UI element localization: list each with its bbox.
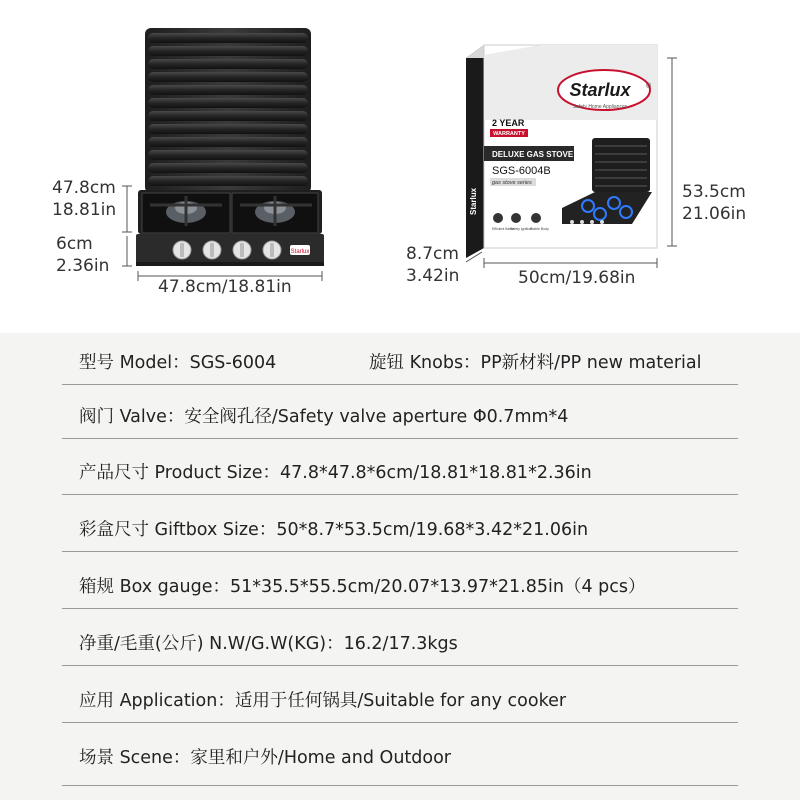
spec-product-size: 产品尺寸 Product Size：47.8*47.8*6cm/18.81*18.81*2.36in — [79, 463, 592, 483]
spec-valve: 阀门 Valve：安全阀孔径/Safety valve aperture Φ0.7mm*4 — [79, 407, 569, 427]
spec-row-scene — [62, 722, 738, 786]
box-feature-flame: Efficient flame — [492, 227, 514, 231]
box-side-brand: Starlux — [469, 187, 478, 215]
spec-row-weight — [62, 608, 738, 666]
product-images-panel — [0, 0, 800, 333]
box-height-in: 21.06in — [682, 204, 747, 224]
box-width-label: 50cm/19.68in — [518, 268, 636, 288]
giftbox-image — [0, 0, 800, 333]
box-series: gas stove series — [492, 180, 532, 186]
spec-row-valve — [62, 384, 738, 439]
box-product-name: DELUXE GAS STOVE — [492, 150, 574, 159]
box-brand-logo: Starlux — [569, 80, 631, 100]
spec-row-application — [62, 665, 738, 723]
spec-row-giftbox-size — [62, 494, 738, 552]
spec-model: 型号 Model：SGS-6004 — [79, 353, 277, 373]
box-depth-label — [406, 243, 459, 287]
stove-height-in: 2.36in — [56, 256, 110, 276]
box-depth-in: 3.42in — [406, 266, 460, 286]
spec-panel — [0, 333, 800, 800]
box-brand-registered: ® — [646, 83, 652, 90]
box-model: SGS-6004B — [492, 165, 551, 177]
box-feature-stable: Stable Body — [530, 227, 549, 231]
knob-panel-badge: Starlux — [290, 249, 310, 255]
stove-width-label: 47.8cm/18.81in — [158, 277, 292, 297]
box-depth-cm: 8.7cm — [406, 244, 459, 264]
spec-box-gauge: 箱规 Box gauge：51*35.5*55.5cm/20.07*13.97*21.85in（4 pcs） — [79, 577, 646, 597]
box-feature-ignition: Safety ignition — [510, 227, 532, 231]
stove-depth-in: 18.81in — [52, 200, 117, 220]
spec-row-box-gauge — [62, 551, 738, 609]
box-brand-tagline: Safety Home Appliances — [572, 104, 628, 110]
box-height-cm: 53.5cm — [682, 182, 746, 202]
box-warranty-years: 2 YEAR — [492, 118, 525, 128]
stove-depth-label — [52, 177, 116, 221]
spec-giftbox-size: 彩盒尺寸 Giftbox Size：50*8.7*53.5cm/19.68*3.42*21.06in — [79, 520, 589, 540]
box-warranty-label: WARRANTY — [493, 131, 525, 137]
spec-application: 应用 Application：适用于任何锅具/Suitable for any cooker — [79, 691, 567, 711]
spec-row-model-knobs — [62, 333, 738, 385]
stove-height-cm: 6cm — [56, 234, 93, 254]
spec-row-product-size — [62, 438, 738, 495]
spec-knobs: 旋钮 Knobs：PP新材料/PP new material — [369, 353, 702, 373]
stove-depth-cm: 47.8cm — [52, 178, 116, 198]
spec-weight: 净重/毛重(公斤) N.W/G.W(KG)：16.2/17.3kgs — [79, 634, 458, 654]
spec-scene: 场景 Scene：家里和户外/Home and Outdoor — [79, 748, 451, 768]
stove-height-label — [56, 233, 109, 277]
box-height-label — [682, 181, 746, 225]
